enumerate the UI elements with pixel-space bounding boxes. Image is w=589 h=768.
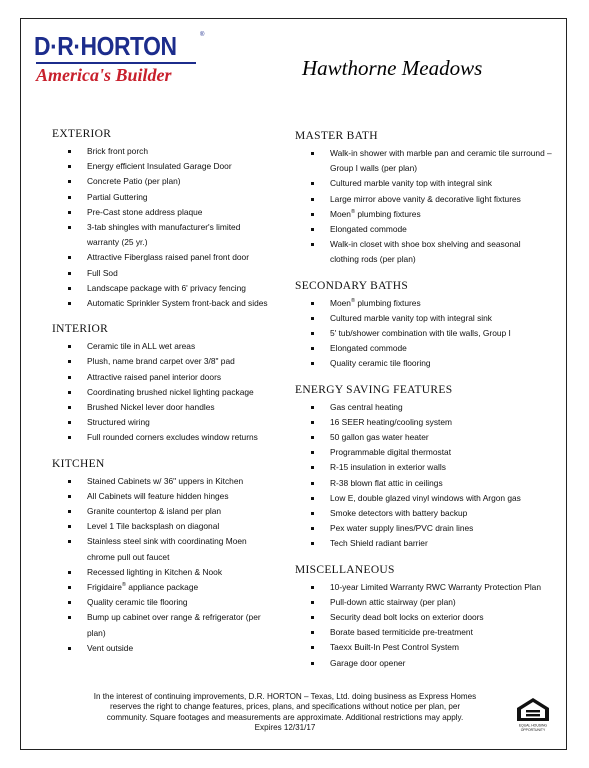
feature-item xyxy=(52,159,280,174)
section-miscellaneous xyxy=(295,562,557,671)
feature-item xyxy=(295,146,557,176)
feature-item xyxy=(52,296,280,311)
feature-text: Frigidaire xyxy=(87,582,122,593)
feature-text: Cultured marble vanity top with integral sink xyxy=(330,178,492,189)
feature-text: Taexx Built-In Pest Control System xyxy=(330,642,459,653)
feature-item xyxy=(52,174,280,189)
feature-item xyxy=(52,370,280,385)
feature-list xyxy=(295,580,557,671)
feature-text: Stainless steel sink with coordinating Moen xyxy=(87,536,247,547)
feature-text: Smoke detectors with battery backup xyxy=(330,508,468,519)
feature-item xyxy=(295,445,557,460)
feature-item xyxy=(52,595,280,610)
feature-text: All Cabinets will feature hidden hinges xyxy=(87,490,229,501)
feature-item xyxy=(295,222,557,237)
logo-brand: D·R·HORTON xyxy=(34,31,177,61)
feature-text: 16 SEER heating/cooling system xyxy=(330,416,452,427)
section-title: SECONDARY BATHS xyxy=(295,279,409,292)
feature-text: R-15 insulation in exterior walls xyxy=(330,462,446,473)
feature-item xyxy=(52,580,280,595)
feature-item xyxy=(295,595,557,610)
feature-item xyxy=(295,341,557,356)
feature-item xyxy=(52,489,280,504)
feature-text: Tech Shield radiant barrier xyxy=(330,538,428,549)
feature-text: plumbing fixtures xyxy=(355,297,421,308)
feature-text: Pre-Cast stone address plaque xyxy=(87,206,203,217)
feature-item xyxy=(295,237,557,267)
feature-text: Cultured marble vanity top with integral sink xyxy=(330,312,492,323)
feature-text: Large mirror above vanity & decorative light fixtures xyxy=(330,193,521,204)
feature-text: Vent outside xyxy=(87,642,134,653)
feature-item xyxy=(52,610,280,640)
feature-text: Moen xyxy=(330,297,351,308)
section-secondary-baths xyxy=(295,278,557,372)
feature-item xyxy=(295,176,557,191)
section-energy-saving-features xyxy=(295,382,557,552)
community-title: Hawthorne Meadows xyxy=(302,56,483,80)
feature-item xyxy=(295,536,557,551)
eho-text: OPPORTUNITY xyxy=(520,728,546,732)
section-title: MISCELLANEOUS xyxy=(295,563,395,576)
feature-item xyxy=(52,415,280,430)
feature-text-continued: Group I walls (per plan) xyxy=(330,163,418,174)
feature-list xyxy=(295,400,557,552)
disclaimer xyxy=(70,692,500,734)
feature-text: Stained Cabinets w/ 36" uppers in Kitchen xyxy=(87,475,244,486)
section-kitchen xyxy=(52,456,280,656)
feature-text: Structured wiring xyxy=(87,417,150,428)
feature-text: Energy efficient Insulated Garage Door xyxy=(87,161,232,172)
section-title: ENERGY SAVING FEATURES xyxy=(295,383,453,396)
feature-text-continued: warranty (25 yr.) xyxy=(87,237,148,248)
feature-text: Pull-down attic stairway (per plan) xyxy=(330,596,456,607)
feature-item xyxy=(52,354,280,369)
expiration-date: Expires 12/31/17 xyxy=(254,723,316,733)
feature-text-continued: plan) xyxy=(87,627,106,638)
feature-text: 5' tub/shower combination with tile walls, Group I xyxy=(330,328,511,339)
feature-item xyxy=(295,415,557,430)
feature-text: Recessed lighting in Kitchen & Nook xyxy=(87,566,223,577)
disclaimer-line: In the interest of continuing improvements, D.R. HORTON – Texas, Ltd. doing business as Express Homes xyxy=(93,692,477,701)
feature-list xyxy=(52,474,280,656)
feature-item xyxy=(52,519,280,534)
feature-item xyxy=(295,207,557,222)
equal-housing-icon xyxy=(514,696,552,734)
section-title: EXTERIOR xyxy=(52,128,112,140)
feature-item xyxy=(52,205,280,220)
feature-item xyxy=(52,641,280,656)
feature-text: 3-tab shingles with manufacturer's limited xyxy=(87,222,241,233)
feature-text: Partial Guttering xyxy=(87,191,148,202)
feature-text: Quality ceramic tile flooring xyxy=(330,358,431,369)
feature-item xyxy=(295,610,557,625)
feature-item xyxy=(295,460,557,475)
feature-text: Borate based termiticide pre-treatment xyxy=(330,627,473,638)
feature-item xyxy=(52,220,280,250)
feature-item xyxy=(52,281,280,296)
feature-text: Elongated commode xyxy=(330,224,407,235)
feature-text: Walk-in closet with shoe box shelving and seasonal xyxy=(330,239,521,250)
feature-text-continued: chrome pull out faucet xyxy=(87,551,170,562)
feature-text: Landscape package with 6' privacy fencing xyxy=(87,282,246,293)
feature-text: appliance package xyxy=(125,582,199,593)
feature-text-continued: clothing rods (per plan) xyxy=(330,254,416,265)
registered-mark: ® xyxy=(121,582,126,589)
feature-item xyxy=(295,296,557,311)
logo-rule xyxy=(36,62,196,64)
section-title: INTERIOR xyxy=(52,323,109,336)
registered-mark: ® xyxy=(350,297,356,304)
feature-text: Plush, name brand carpet over 3/8" pad xyxy=(87,356,235,367)
feature-item xyxy=(295,580,557,595)
section-interior xyxy=(52,321,280,445)
section-title: MASTER BATH xyxy=(295,130,378,142)
feature-item xyxy=(52,250,280,265)
registered-mark: ® xyxy=(350,209,356,216)
feature-item xyxy=(295,326,557,341)
feature-text: plumbing fixtures xyxy=(355,208,421,219)
feature-item xyxy=(295,625,557,640)
feature-text: R-38 blown flat attic in ceilings xyxy=(330,477,443,488)
feature-item xyxy=(52,190,280,205)
feature-text: Granite countertop & island per plan xyxy=(87,506,222,517)
feature-text: Elongated commode xyxy=(330,343,407,354)
disclaimer-line: community. Square footages and measurements are approximate. Additional restrictions may apply. xyxy=(106,712,464,722)
feature-item xyxy=(295,192,557,207)
feature-text: Bump up cabinet over range & refrigerator (per xyxy=(87,612,261,623)
logo-trademark: ® xyxy=(200,32,205,38)
feature-item xyxy=(295,521,557,536)
feature-item xyxy=(52,144,280,159)
feature-text: Programmable digital thermostat xyxy=(330,447,452,458)
feature-item xyxy=(295,506,557,521)
feature-text: 10-year Limited Warranty RWC Warranty Protection Plan xyxy=(330,581,541,592)
feature-item xyxy=(295,640,557,655)
feature-item xyxy=(52,385,280,400)
feature-text: Moen xyxy=(330,208,351,219)
feature-item xyxy=(52,474,280,489)
feature-text: 50 gallon gas water heater xyxy=(330,432,429,443)
feature-text: Attractive raised panel interior doors xyxy=(87,371,222,382)
feature-text: Coordinating brushed nickel lighting package xyxy=(87,386,254,397)
feature-text: Attractive Fiberglass raised panel front door xyxy=(87,252,249,263)
feature-list xyxy=(52,339,280,445)
feature-text: Full rounded corners excludes window returns xyxy=(87,432,258,443)
feature-text: Pex water supply lines/PVC drain lines xyxy=(330,523,474,534)
section-exterior xyxy=(52,126,280,311)
feature-text: Quality ceramic tile flooring xyxy=(87,597,188,608)
feature-item xyxy=(295,430,557,445)
section-title: KITCHEN xyxy=(52,457,105,470)
feature-text: Garage door opener xyxy=(330,657,406,668)
feature-item xyxy=(295,400,557,415)
feature-text: Concrete Patio (per plan) xyxy=(87,176,181,187)
feature-item xyxy=(52,504,280,519)
dr-horton-logo xyxy=(34,32,204,90)
feature-text: Ceramic tile in ALL wet areas xyxy=(87,341,196,352)
logo-tagline: America's Builder xyxy=(36,65,172,85)
feature-text: Security dead bolt locks on exterior doors xyxy=(330,612,484,623)
feature-item xyxy=(295,311,557,326)
feature-item xyxy=(52,339,280,354)
feature-text: Gas central heating xyxy=(330,401,403,412)
feature-list xyxy=(295,296,557,372)
feature-text: Low E, double glazed vinyl windows with Argon gas xyxy=(330,492,521,503)
feature-text: Full Sod xyxy=(87,267,118,278)
disclaimer-line: reserves the right to change features, prices, plans, and specifications without notice per plan, per xyxy=(109,702,461,712)
feature-item xyxy=(52,565,280,580)
feature-item xyxy=(295,476,557,491)
feature-item xyxy=(295,356,557,371)
left-column xyxy=(52,126,280,666)
feature-item xyxy=(52,266,280,281)
feature-item xyxy=(295,656,557,671)
feature-item xyxy=(52,400,280,415)
right-column xyxy=(295,128,557,681)
feature-text: Brushed Nickel lever door handles xyxy=(87,402,215,413)
feature-text: Walk-in shower with marble pan and ceramic tile surround – xyxy=(330,148,552,158)
eho-text: EQUAL HOUSING xyxy=(518,723,548,728)
section-master-bath xyxy=(295,128,557,268)
feature-item xyxy=(52,430,280,445)
feature-text: Brick front porch xyxy=(87,146,148,156)
feature-text: Level 1 Tile backsplash on diagonal xyxy=(87,521,220,532)
feature-list xyxy=(295,146,557,268)
feature-text: Automatic Sprinkler System front-back and sides xyxy=(87,298,268,309)
feature-item xyxy=(295,491,557,506)
feature-list xyxy=(52,144,280,311)
feature-item xyxy=(52,534,280,564)
